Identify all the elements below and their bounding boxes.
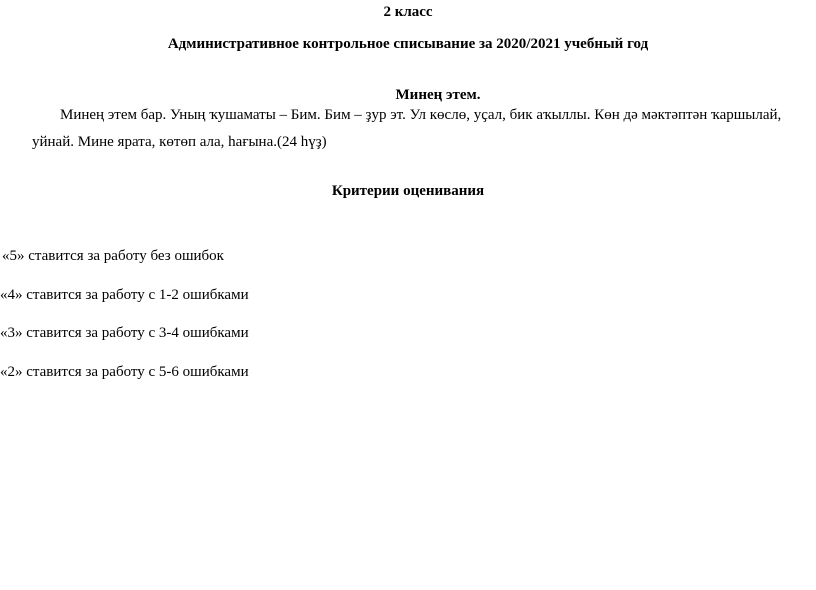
criteria-title: Критерии оценивания [331,183,485,199]
criteria-item-grade-5: «5» ставится за работу без ошибок [2,248,224,264]
criteria-item-grade-3: «3» ставится за работу с 3-4 ошибками [0,325,249,341]
criteria-item-grade-2: «2» ставится за работу с 5-6 ошибками [0,364,249,380]
text-title: Минең этем. [395,87,481,103]
document-title: Административное контрольное списывание за 2020/2021 учебный год [167,36,649,52]
criteria-item-grade-4: «4» ставится за работу с 1-2 ошибками [0,287,249,303]
text-paragraph-line-1: Минең этем бар. Уның ҡушаматы – Бим. Бим – ҙур эт. Ул көслө, уҫал, бик аҡыллы. Көн дә мәктәптән ҡаршылай, [60,107,782,123]
grade-heading: 2 класс [383,4,433,20]
text-paragraph-line-2: уйнай. Мине ярата, көтөп ала, һағына.(24 һүҙ) [32,134,327,150]
